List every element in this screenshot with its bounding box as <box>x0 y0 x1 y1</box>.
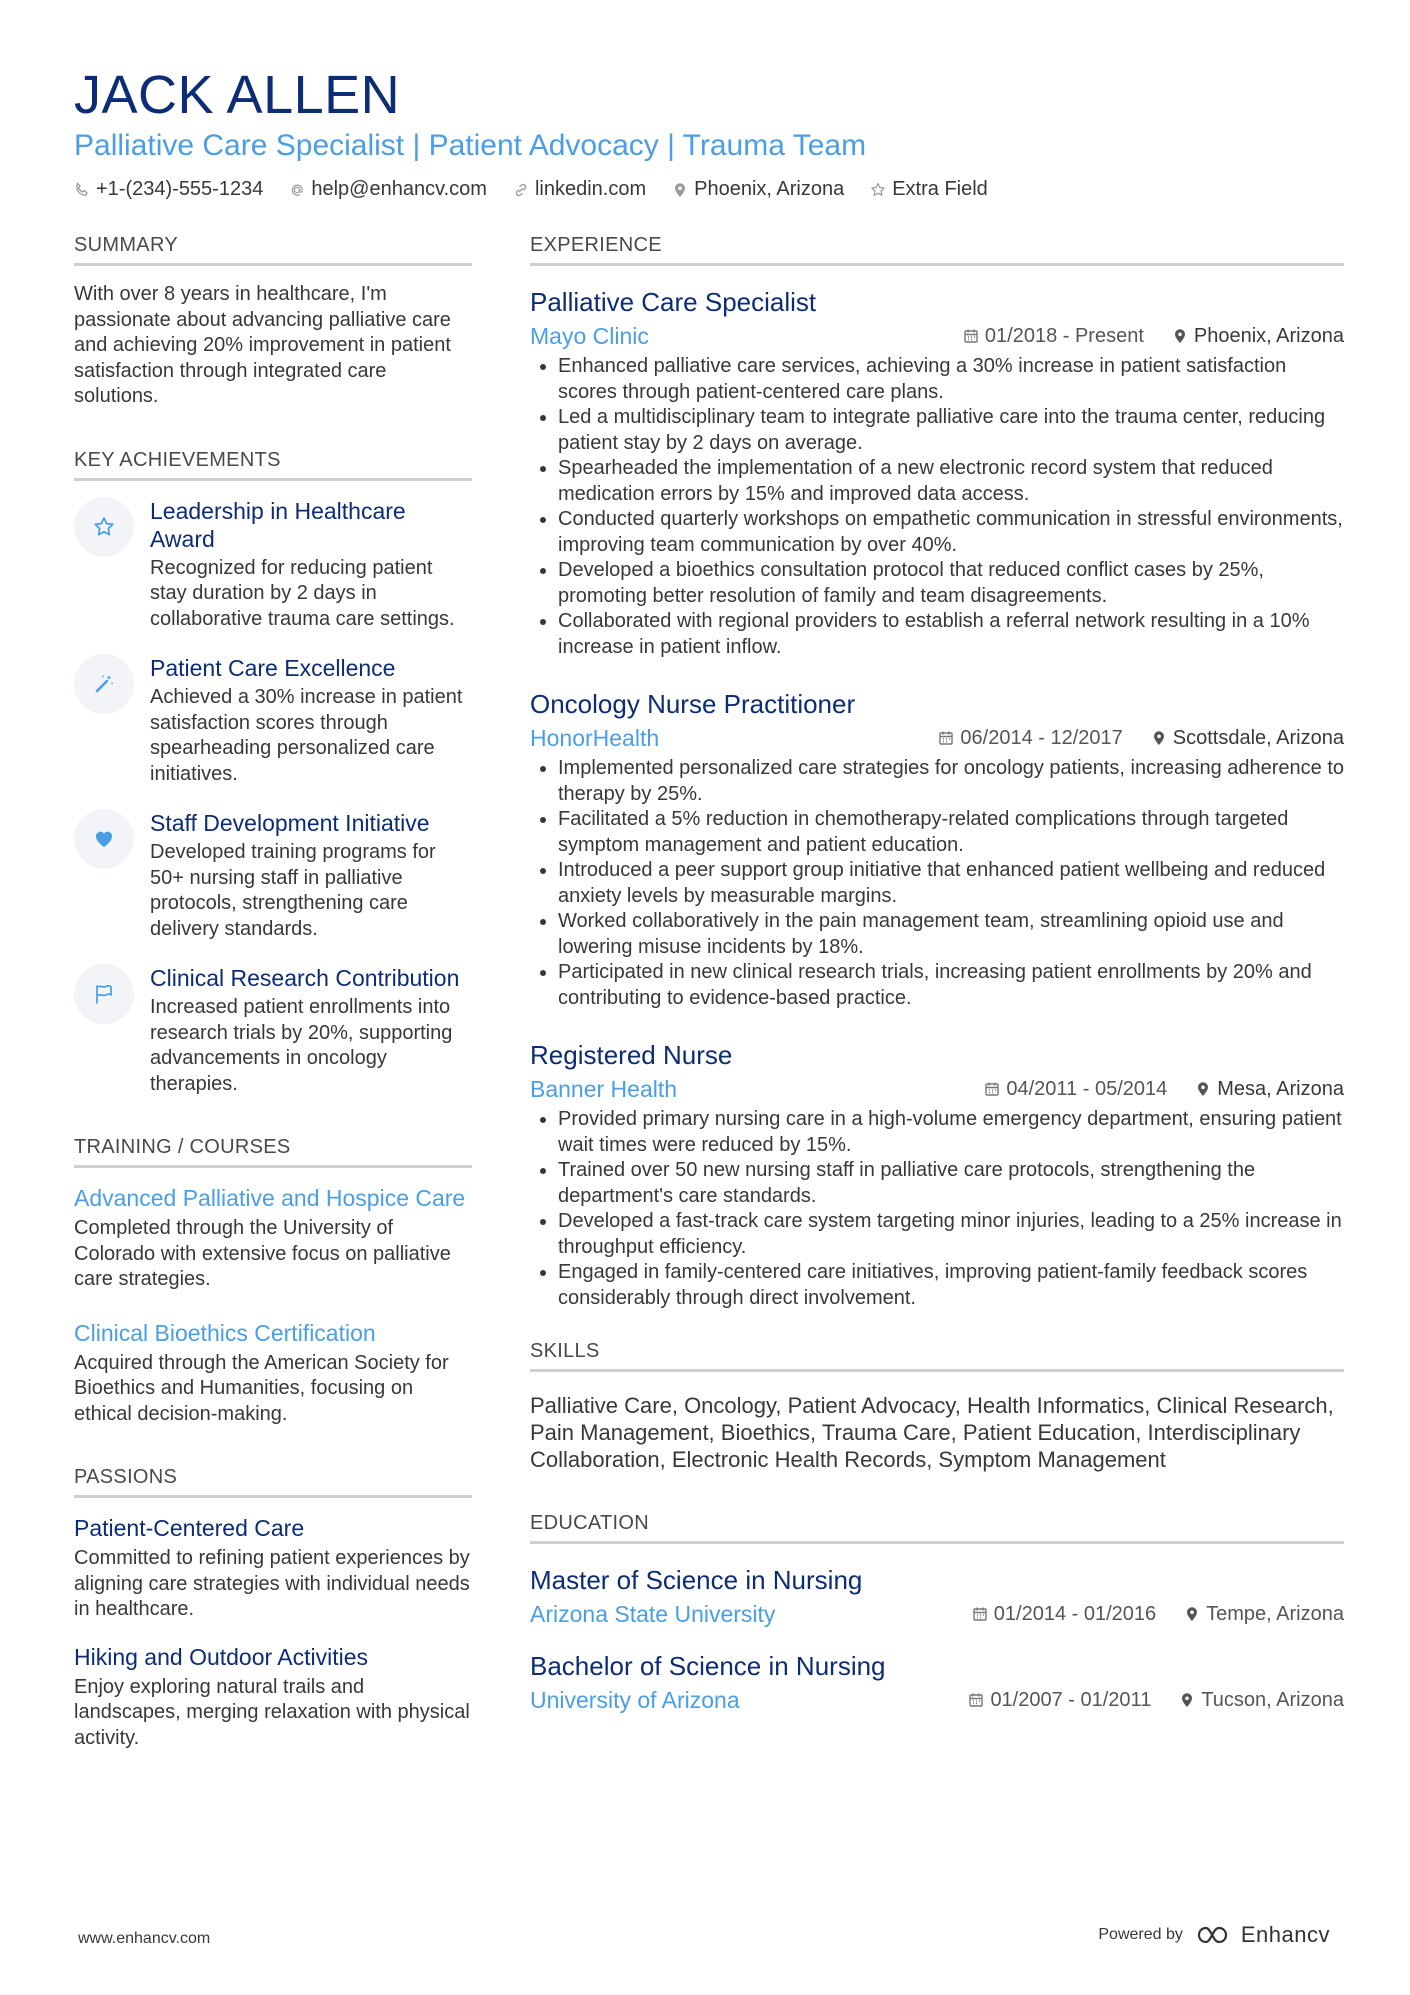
job-bullet: • Spearheaded the implementation of a new electronic record system that reduced medication errors by 15% and improved data access. <box>558 456 1344 507</box>
job-bullet: • Implemented personalized care strategies for oncology patients, increasing adherence to therapy by 25%. <box>558 756 1344 807</box>
contact-email[interactable] <box>289 178 487 201</box>
location-pin-icon <box>1184 1606 1200 1622</box>
education-heading: EDUCATION <box>530 1511 1344 1544</box>
school-name: University of Arizona <box>530 1687 740 1713</box>
achievement-item <box>74 964 472 1097</box>
right-column <box>530 233 1344 1789</box>
edu-location-text: Tempe, Arizona <box>1206 1603 1344 1625</box>
contact-phone[interactable] <box>74 178 263 201</box>
job-title: Palliative Care Specialist <box>530 287 817 317</box>
calendar-icon <box>968 1692 984 1708</box>
job-location <box>1195 1075 1344 1103</box>
degree-title: Master of Science in Nursing <box>530 1565 863 1595</box>
passion-item <box>74 1643 472 1752</box>
enhancv-logo[interactable] <box>1195 1922 1330 1948</box>
heart-icon <box>74 809 134 869</box>
magic-wand-icon <box>74 654 134 714</box>
resume-page <box>74 64 1344 1789</box>
brand-name: Enhancv <box>1240 1922 1330 1947</box>
location-pin-icon <box>1195 1081 1211 1097</box>
job-bullet: • Conducted quarterly workshops on empathetic communication in stressful environments, improving team communication by over 40%. <box>558 507 1344 558</box>
passion-title: Patient-Centered Care <box>74 1515 305 1541</box>
enhancv-logo-icon <box>1195 1924 1235 1946</box>
job-location-text: Mesa, Arizona <box>1217 1078 1344 1100</box>
achievement-title: Clinical Research Contribution <box>150 965 460 991</box>
edu-date-text: 01/2014 - 01/2016 <box>993 1603 1157 1625</box>
achievement-desc: Achieved a 30% increase in patient satisfaction scores through spearheading personalized care initiatives. <box>150 686 463 785</box>
at-icon <box>289 182 305 198</box>
passion-desc: Committed to refining patient experiences by aligning care strategies with individual needs in healthcare. <box>74 1547 470 1620</box>
link-icon <box>513 182 529 198</box>
job-date <box>963 322 1144 350</box>
summary-heading: SUMMARY <box>74 233 472 266</box>
edu-date <box>968 1686 1151 1714</box>
achievements-heading: KEY ACHIEVEMENTS <box>74 448 472 481</box>
achievement-item <box>74 497 472 633</box>
contact-extra-text: Extra Field <box>892 178 988 200</box>
job-company: Mayo Clinic <box>530 323 649 349</box>
training-section <box>74 1135 472 1427</box>
footer-website[interactable]: www.enhancv.com <box>78 1930 211 1947</box>
headline: Palliative Care Specialist | Patient Advocacy | Trauma Team <box>74 129 867 162</box>
experience-heading: EXPERIENCE <box>530 233 1344 266</box>
job-bullet: • Trained over 50 new nursing staff in palliative care protocols, strengthening the department's care standards. <box>558 1158 1344 1209</box>
job-company: Banner Health <box>530 1076 678 1102</box>
achievement-desc: Increased patient enrollments into research trials by 20%, supporting advancements in oncology therapies. <box>150 996 453 1095</box>
achievements-section <box>74 448 472 1098</box>
job-bullet: • Led a multidisciplinary team to integrate palliative care into the trauma center, reducing patient stay by 2 days on average. <box>558 405 1344 456</box>
job-location <box>1151 724 1344 752</box>
skills-text: Palliative Care, Oncology, Patient Advocacy, Health Informatics, Clinical Research, Pain Management, Bioethics, Trauma Care, Patient Education, Interdisciplinary Collaboration, Electronic Health Records, Symptom Management <box>530 1393 1334 1472</box>
passions-heading: PASSIONS <box>74 1465 472 1498</box>
passion-desc: Enjoy exploring natural trails and landscapes, merging relaxation with physical activity. <box>74 1675 470 1749</box>
job-entry <box>530 1039 1344 1311</box>
job-date <box>938 724 1122 752</box>
achievement-desc: Recognized for reducing patient stay duration by 2 days in collaborative trauma care settings. <box>150 556 455 630</box>
job-date-text: 04/2011 - 05/2014 <box>1006 1078 1168 1100</box>
job-bullet: • Participated in new clinical research trials, increasing patient enrollments by 20% and contributing to evidence-based practice. <box>558 960 1344 1011</box>
powered-by-text: Powered by <box>1098 1926 1183 1943</box>
job-date-text: 06/2014 - 12/2017 <box>960 727 1123 749</box>
summary-section <box>74 233 472 410</box>
edu-date <box>972 1600 1156 1628</box>
candidate-name: JACK ALLEN <box>74 65 401 125</box>
course-title: Advanced Palliative and Hospice Care <box>74 1185 466 1211</box>
achievement-item <box>74 654 472 787</box>
achievement-title: Patient Care Excellence <box>150 655 396 681</box>
job-bullets <box>530 354 1344 660</box>
contact-linkedin[interactable] <box>513 178 646 201</box>
achievement-item <box>74 809 472 942</box>
skills-heading: SKILLS <box>530 1339 1344 1372</box>
star-icon <box>74 497 134 557</box>
course-desc: Acquired through the American Society for Bioethics and Humanities, focusing on ethical decision-making. <box>74 1351 449 1425</box>
contact-location <box>672 178 844 201</box>
calendar-icon <box>963 328 979 344</box>
location-pin-icon <box>1172 328 1188 344</box>
contact-linkedin-text: linkedin.com <box>534 178 647 200</box>
calendar-icon <box>938 730 954 746</box>
training-heading: TRAINING / COURSES <box>74 1135 472 1168</box>
summary-text: With over 8 years in healthcare, I'm passionate about advancing palliative care and achieving 20% improvement in patient satisfaction through integrated care solutions. <box>74 283 451 407</box>
degree-title: Bachelor of Science in Nursing <box>530 1651 886 1681</box>
passions-section <box>74 1465 472 1751</box>
job-bullet: • Enhanced palliative care services, achieving a 30% increase in patient satisfaction scores through patient-centered care plans. <box>558 354 1344 405</box>
job-entry <box>530 286 1344 660</box>
achievement-title: Leadership in Healthcare Award <box>150 497 406 552</box>
edu-date-text: 01/2007 - 01/2011 <box>990 1689 1152 1711</box>
job-date-text: 01/2018 - Present <box>984 325 1144 347</box>
job-title: Oncology Nurse Practitioner <box>530 689 856 719</box>
location-pin-icon <box>672 182 688 198</box>
calendar-icon <box>984 1081 1000 1097</box>
edu-location <box>1184 1600 1344 1628</box>
job-bullet: • Developed a fast-track care system targeting minor injuries, leading to a 25% increase in throughput efficiency. <box>558 1209 1344 1260</box>
footer-powered-by <box>1098 1922 1330 1948</box>
location-pin-icon <box>1179 1692 1195 1708</box>
education-entry <box>530 1650 1344 1714</box>
course-title: Clinical Bioethics Certification <box>74 1319 376 1346</box>
job-date <box>984 1075 1167 1103</box>
skills-section <box>530 1339 1344 1473</box>
phone-icon <box>74 182 90 198</box>
contact-bar <box>74 178 1344 201</box>
contact-phone-text: +1-(234)-555-1234 <box>96 178 264 200</box>
course-item <box>74 1319 472 1428</box>
course-item <box>74 1184 472 1293</box>
course-desc: Completed through the University of Colorado with extensive focus on palliative care strategies. <box>74 1217 451 1290</box>
job-bullet: • Worked collaboratively in the pain management team, streamlining opioid use and lowering misuse incidents by 18%. <box>558 909 1344 960</box>
experience-section <box>530 233 1344 1311</box>
calendar-icon <box>972 1606 988 1622</box>
job-location-text: Phoenix, Arizona <box>1193 325 1344 347</box>
flag-icon <box>74 964 134 1024</box>
job-company: HonorHealth <box>530 725 660 751</box>
education-section <box>530 1511 1344 1714</box>
achievement-title: Staff Development Initiative <box>150 810 430 836</box>
edu-location <box>1179 1686 1344 1714</box>
contact-email-text: help@enhancv.com <box>311 178 487 200</box>
star-icon <box>870 182 886 198</box>
contact-extra <box>870 178 988 201</box>
education-entry <box>530 1564 1344 1628</box>
job-bullet: • Facilitated a 5% reduction in chemotherapy-related complications through targeted symptom management and patient education. <box>558 807 1344 858</box>
left-column <box>74 233 472 1789</box>
job-bullets <box>530 756 1344 1011</box>
job-location-text: Scottsdale, Arizona <box>1172 727 1344 749</box>
passion-item <box>74 1514 472 1623</box>
location-pin-icon <box>1151 730 1167 746</box>
passion-title: Hiking and Outdoor Activities <box>74 1643 369 1670</box>
job-title: Registered Nurse <box>530 1040 733 1070</box>
job-bullet: • Collaborated with regional providers to establish a referral network resulting in a 10% increase in patient inflow. <box>558 609 1344 660</box>
job-bullet: • Introduced a peer support group initiative that enhanced patient wellbeing and reduced anxiety levels by measurable margins. <box>558 858 1344 909</box>
job-location <box>1172 322 1344 350</box>
school-name: Arizona State University <box>530 1601 776 1627</box>
job-entry <box>530 688 1344 1011</box>
job-bullet: • Provided primary nursing care in a high-volume emergency department, ensuring patient wait times were reduced by 15%. <box>558 1107 1344 1158</box>
contact-location-text: Phoenix, Arizona <box>694 178 845 200</box>
edu-location-text: Tucson, Arizona <box>1201 1689 1344 1711</box>
job-bullets <box>530 1107 1344 1311</box>
job-bullet: • Engaged in family-centered care initiatives, improving patient-family feedback scores considerably through direct involvement. <box>558 1260 1344 1311</box>
job-bullet: • Developed a bioethics consultation protocol that reduced conflict cases by 25%, promoting better resolution of family and team disagreements. <box>558 558 1344 609</box>
achievement-desc: Developed training programs for 50+ nursing staff in palliative protocols, strengthening care delivery standards. <box>150 841 436 940</box>
